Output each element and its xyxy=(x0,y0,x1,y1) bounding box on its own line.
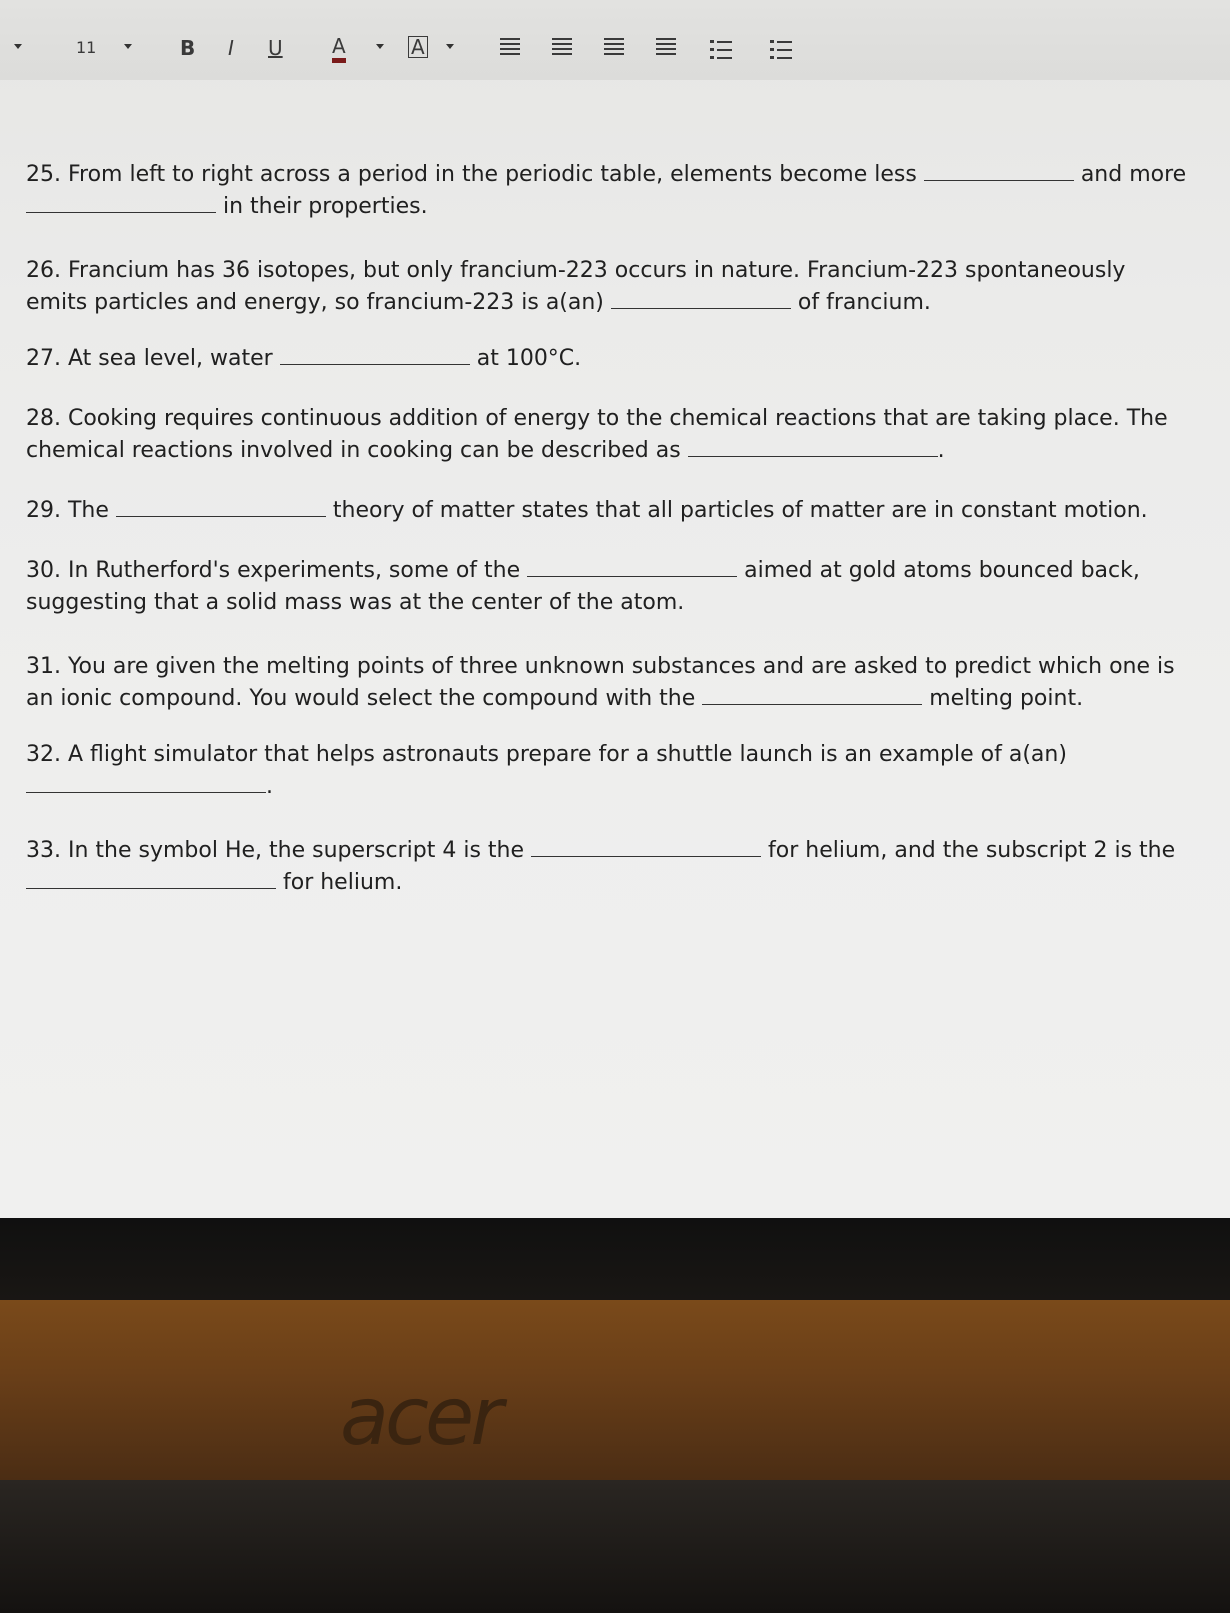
italic-button[interactable]: I xyxy=(228,36,234,60)
question-text: in their properties. xyxy=(223,194,428,219)
font-size-select[interactable]: 11 xyxy=(76,38,97,57)
question-text: . xyxy=(937,438,945,463)
answer-blank[interactable] xyxy=(280,342,470,365)
bulleted-list-icon[interactable] xyxy=(770,38,792,60)
question-32 xyxy=(26,738,1067,771)
question-text: theory of matter states that all particles of matter are in constant motion. xyxy=(332,498,1148,523)
question-30 xyxy=(26,554,1140,587)
answer-blank[interactable] xyxy=(924,158,1074,181)
dropdown-caret-icon[interactable] xyxy=(14,44,22,49)
highlight-caret-icon[interactable] xyxy=(446,44,454,49)
answer-blank[interactable] xyxy=(116,494,326,517)
question-text: melting point. xyxy=(929,686,1084,711)
question-text: of francium. xyxy=(797,290,931,315)
question-29 xyxy=(26,494,1148,527)
question-text: 26. Francium has 36 isotopes, but only francium-223 occurs in nature. Francium-223 spontaneously xyxy=(26,258,1126,283)
question-text: and more xyxy=(1080,162,1187,187)
question-text: 27. At sea level, water xyxy=(26,346,273,371)
question-33 xyxy=(26,834,1175,867)
laptop-bezel xyxy=(0,1300,1230,1480)
question-text: . xyxy=(266,774,273,799)
question-text: chemical reactions involved in cooking can be described as xyxy=(26,438,681,463)
question-27 xyxy=(26,342,581,375)
text-color-caret-icon[interactable] xyxy=(376,44,384,49)
question-33-line2 xyxy=(26,866,402,899)
question-text: suggesting that a solid mass was at the center of the atom. xyxy=(26,590,685,615)
question-text: 33. In the symbol He, the superscript 4 is the xyxy=(26,838,525,863)
highlight-button[interactable]: A xyxy=(408,36,428,58)
answer-blank[interactable] xyxy=(527,554,737,577)
question-28 xyxy=(26,402,1168,435)
question-text: emits particles and energy, so francium-223 is a(an) xyxy=(26,290,604,315)
answer-blank[interactable] xyxy=(26,190,216,213)
font-size-caret-icon[interactable] xyxy=(124,44,132,49)
answer-blank[interactable] xyxy=(611,286,791,309)
answer-blank[interactable] xyxy=(26,866,276,889)
question-31-line2 xyxy=(26,682,1083,715)
answer-blank[interactable] xyxy=(26,770,266,793)
align-left-icon[interactable] xyxy=(500,38,520,58)
question-26 xyxy=(26,254,1125,287)
question-text: 25. From left to right across a period in the periodic table, elements become less xyxy=(26,162,917,187)
align-center-icon[interactable] xyxy=(552,38,572,58)
question-text: 29. The xyxy=(26,498,109,523)
align-justify-icon[interactable] xyxy=(656,38,676,58)
question-31 xyxy=(26,650,1175,683)
question-text: 30. In Rutherford's experiments, some of the xyxy=(26,558,521,583)
question-text: 31. You are given the melting points of three unknown substances and are asked to predict which one is xyxy=(26,654,1175,679)
laptop-deck xyxy=(0,1480,1230,1613)
align-right-icon[interactable] xyxy=(604,38,624,58)
question-text: aimed at gold atoms bounced back, xyxy=(744,558,1140,583)
question-28-line2 xyxy=(26,434,945,467)
answer-blank[interactable] xyxy=(702,682,922,705)
brand-logo: acer xyxy=(340,1370,500,1463)
bold-button[interactable]: B xyxy=(180,36,196,60)
question-text: for helium, and the subscript 2 is the xyxy=(768,838,1176,863)
numbered-list-icon[interactable] xyxy=(710,38,732,60)
question-30-line2 xyxy=(26,586,684,619)
answer-blank[interactable] xyxy=(531,834,761,857)
question-26-line2 xyxy=(26,286,931,319)
question-text: an ionic compound. You would select the compound with the xyxy=(26,686,696,711)
answer-blank[interactable] xyxy=(688,434,938,457)
screen-bottom-edge xyxy=(0,1218,1230,1308)
question-text: 28. Cooking requires continuous addition of energy to the chemical reactions that are taking place. The xyxy=(26,406,1168,431)
question-25 xyxy=(26,158,1186,191)
question-text: for helium. xyxy=(283,870,403,895)
formatting-toolbar xyxy=(0,0,1230,80)
question-text: 32. A flight simulator that helps astronauts prepare for a shuttle launch is an example of a(an) xyxy=(26,742,1067,767)
question-25-line2 xyxy=(26,190,428,223)
question-32-line2 xyxy=(26,770,273,803)
underline-button[interactable]: U xyxy=(268,36,283,60)
text-color-button[interactable]: A xyxy=(332,34,346,63)
question-text: at 100°C. xyxy=(476,346,582,371)
